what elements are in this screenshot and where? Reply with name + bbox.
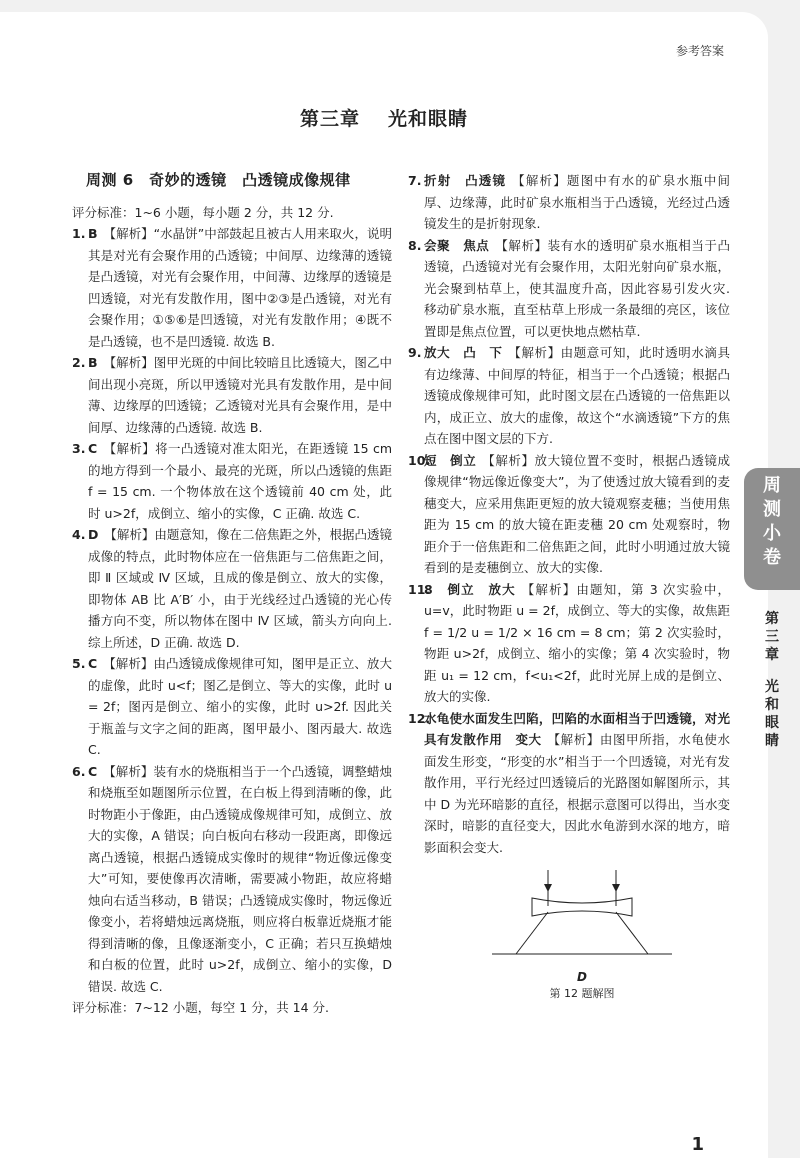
item-explanation: 【解析】由图甲所指，水龟使水面发生形变，“形变的水”相当于一个凹透镜，对光有发散作用，平行光经过凹透镜后的光路图如解图所示，其中 D 为光环暗影的直径，根据示意图可以得出，当水变深时，暗影的直径变大，因此水龟游到水深的地方，暗影面积会变大.	[424, 732, 730, 855]
side-chapter-name: 光和眼睛	[765, 679, 779, 749]
item-explanation: 【解析】“水晶饼”中部鼓起且被古人用来取火，说明其是对光有会聚作用的凸透镜；中间厚、边缘薄的透镜是凸透镜，对光有会聚作用，中间薄、边缘厚的透镜是凹透镜，对光有发散作用，图中②③是凸透镜，对光有会聚作用；①⑤⑥是凹透镜，对光有发散作用；④既不是凸透镜，也不是凹透镜. 故选 B.	[88, 226, 392, 349]
chapter-label: 第三章	[299, 108, 360, 130]
answer-page	[0, 12, 768, 1158]
side-tab-label	[744, 468, 800, 590]
item-explanation: 【解析】装有水的烧瓶相当于一个凸透镜，调整蜡烛和烧瓶至如题图所示位置，在白板上得到清晰的像，此时物距小于像距，由凸透镜成像规律可知，成倒立、放大的实像，A 错误；向白板向右移动一段距离，即像远离凸透镜，根据凸透镜成实像时的规律“物近像远像变大”可知，要使像再次清晰，需要减小物距，故应将蜡烛向右适当移动，B 错误；凸透镜成实像时，物远像近像变小，若将蜡烛远离烧瓶，则应将白板靠近烧瓶才能得到清晰的像，且像逐渐变小，C 正确；若只互换蜡烛和白板的位置，此时 u>2f，成倒立、缩小的实像，D 错误. 故选 C.	[88, 763, 392, 994]
item-number: 2.	[72, 355, 86, 370]
item-answer: C	[88, 763, 98, 779]
score-standard-2: 评分标准：7~12 小题，每空 1 分，共 14 分.	[72, 1000, 330, 1015]
concave-lens-ray-diagram	[492, 868, 672, 964]
item-explanation: 【解析】由凸透镜成像规律可知，图甲是正立、放大的虚像，此时 u<f；图乙是倒立、等大的实像，此时 u = 2f；图丙是倒立、缩小的实像，此时 u>2f. 因此关于瓶盖与文字之间的距离，图甲最小、图丙最大. 故选 C.	[88, 656, 392, 757]
item-explanation: 【解析】装有水的透明矿泉水瓶相当于凸透镜，凸透镜对光有会聚作用，太阳光射向矿泉水瓶，光会聚到枯草上，使其温度升高，因此容易引发火灾. 移动矿泉水瓶，直至枯草上形成一条最细的亮区，该位置即是焦点位置，可以更快地点燃枯草.	[424, 237, 730, 339]
item-number: 1.	[72, 226, 86, 241]
figure-caption: 第 12 题解图	[549, 986, 615, 1000]
item-number: 11.	[408, 581, 431, 597]
item-answer: C	[88, 656, 98, 671]
item-explanation: 【解析】由题意知，像在二倍焦距之外，根据凸透镜成像的特点，此时物体应在一倍焦距与二倍焦距之间，即 Ⅱ 区域或 Ⅳ 区域，且成的像是倒立、放大的实像，即物体 AB 比 A′B′ 小，由于光线经过凸透镜的光心传播方向不变，所以物体在图中 Ⅳ 区域，箭头方向向上. 综上所述，D 正确. 故选 D.	[88, 527, 392, 650]
answer-item	[72, 223, 392, 352]
item-answer: B	[88, 226, 98, 241]
item-number: 6.	[72, 763, 86, 779]
item-number: 5.	[72, 656, 86, 671]
item-explanation: 【解析】将一凸透镜对准太阳光，在距透镜 15 cm 的地方得到一个最小、最亮的光斑，所以凸透镜的焦距 f = 15 cm. 一个物体放在这个透镜前 40 cm 处，此时 u>2f，成倒立、缩小的实像，C 正确. 故选 C.	[88, 441, 392, 521]
item-number: 7.	[408, 173, 422, 188]
side-chapter	[762, 610, 782, 750]
diagram-label-d: D	[577, 969, 587, 984]
left-column	[72, 170, 392, 1019]
item-explanation: 【解析】放大镜位置不变时，根据凸透镜成像规律“物远像近像变大”，为了使透过放大镜看到的麦穗变大，应采用焦距更短的放大镜观察麦穗；当使用焦距为 15 cm 的放大镜在距麦穗 20 cm 处观察时，物距介于一倍焦距和二倍焦距之间，此时小明通过放大镜看到的是麦穗倒立、放大的实像.	[424, 452, 730, 575]
item-answer: 折射 凸透镜	[424, 173, 507, 188]
answer-item	[408, 708, 730, 859]
section-title: 周测 6 奇妙的透镜 凸透镜成像规律	[86, 171, 351, 189]
chapter-title	[0, 104, 768, 131]
item-answer: D	[88, 527, 99, 542]
answer-item	[72, 761, 392, 998]
item-answer: 短 倒立	[424, 452, 477, 468]
chapter-name: 光和眼睛	[388, 108, 469, 130]
item-number: 12.	[408, 710, 431, 726]
item-number: 4.	[72, 527, 86, 542]
right-column	[408, 170, 730, 1004]
answer-item	[72, 653, 392, 761]
side-tab-text: 周测小卷	[763, 475, 781, 568]
item-explanation: 【解析】图甲光斑的中间比较暗且比透镜大，图乙中间出现小亮斑，所以甲透镜对光具有发散作用，是中间薄、边缘厚的凹透镜；乙透镜对光具有会聚作用，是中间厚、边缘薄的凸透镜. 故选 B.	[88, 355, 392, 435]
answer-item	[408, 579, 730, 708]
item-answer: C	[88, 441, 98, 456]
answer-item	[72, 352, 392, 438]
item-answer: 会聚 焦点	[424, 237, 490, 253]
answer-item	[72, 438, 392, 524]
item-answer: 水龟使水面发生凹陷，凹陷的水面相当于凹透镜，对光具有发散作用 变大	[424, 710, 730, 747]
item-explanation: 【解析】题图中有水的矿泉水瓶中间厚、边缘薄，此时矿泉水瓶相当于凸透镜，光经过凸透镜发生的是折射现象.	[424, 173, 730, 231]
score-standard-1: 评分标准：1~6 小题，每小题 2 分，共 12 分.	[72, 204, 334, 220]
item-answer: 放大 凸 下	[424, 345, 503, 360]
item-explanation: 【解析】由题意可知，此时透明水滴具有边缘薄、中间厚的特征，相当于一个凸透镜；根据凸透镜成像规律可知，此时图文层在凸透镜的一倍焦距以内，成正立、放大的虚像，故这个“水滴透镜”下方的焦点在图中图文层的下方.	[424, 345, 730, 446]
answer-item	[408, 450, 730, 579]
item-number: 10.	[408, 452, 431, 468]
page-header: 参考答案	[675, 44, 724, 58]
answer-item	[408, 235, 730, 343]
answer-item	[408, 342, 730, 450]
item-number: 8.	[408, 237, 422, 253]
item-explanation: 【解析】由题知，第 3 次实验中，u=v，此时物距 u = 2f，成倒立、等大的实像，故焦距 f = 1/2 u = 1/2 × 16 cm = 8 cm；第 2 次实验时，物距 u>2f，成倒立、缩小的实像；第 4 次实验时，物距 u₁ = 12 cm，f<u₁<2f，此时光屏上成的是倒立、放大的实像.	[424, 581, 730, 704]
page-number: 1	[691, 1134, 704, 1155]
item-number: 3.	[72, 441, 86, 456]
item-answer: 8 倒立 放大	[424, 581, 516, 597]
answer-item	[72, 524, 392, 653]
side-chapter-number: 第三章	[765, 611, 779, 663]
lens-diagram	[492, 868, 672, 1004]
answer-item	[408, 170, 730, 235]
item-answer: B	[88, 355, 98, 370]
item-number: 9.	[408, 345, 422, 360]
